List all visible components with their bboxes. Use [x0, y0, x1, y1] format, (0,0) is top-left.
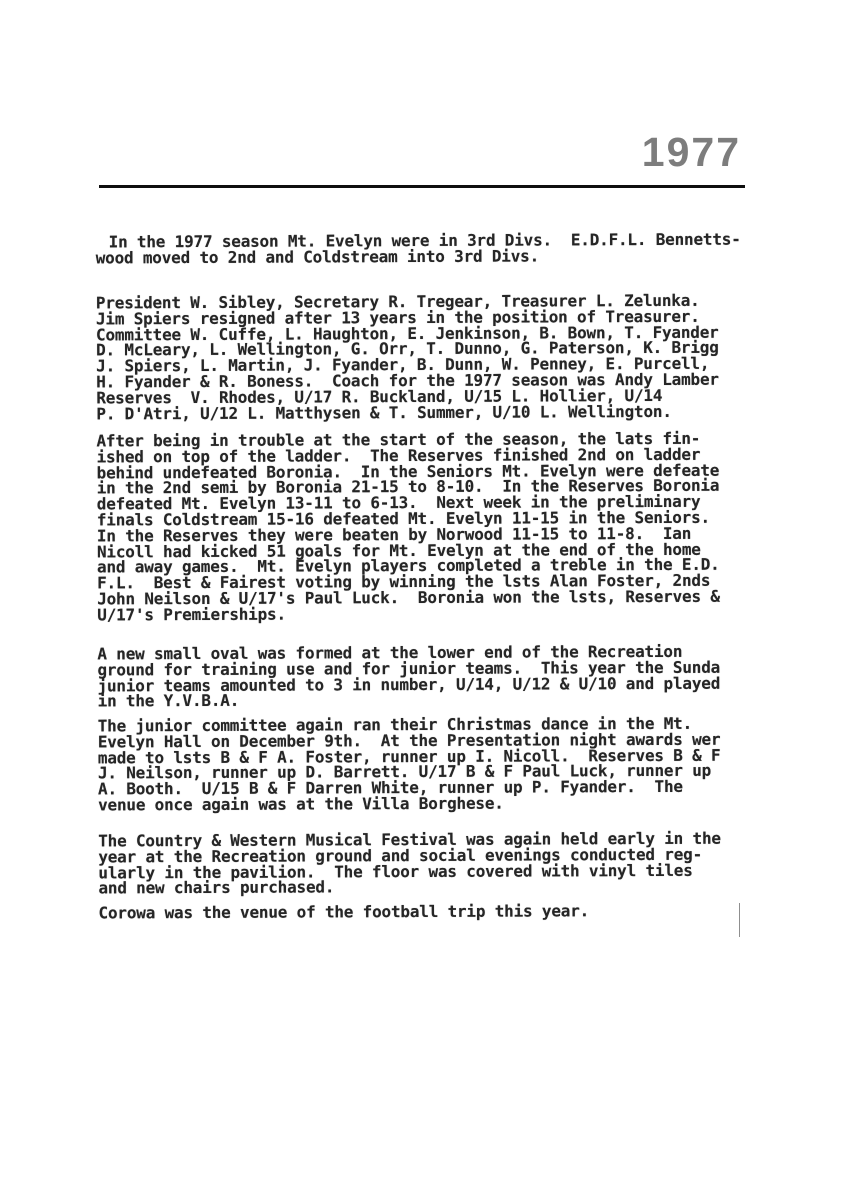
paragraph-season-intro: In the 1977 season Mt. Evelyn were in 3rd Divs. E.D.F.L. Bennetts- wood moved to 2nd and Coldstream into 3rd Divs.	[95, 229, 741, 268]
paragraph-junior-committee: The junior committee again ran their Christmas dance in the Mt. Evelyn Hall on December 9th. At the Presentation night awards wer made to lsts B & F A. Foster, runner up I. Nicoll. Reserves B & F J. Neilson, runner up D. Barrett. U/17 B & F Paul Luck, runner up A. Booth. U/15 B & F Darren White, runner up P. Fyander. The venue once again was at the Villa Borghese.	[97, 713, 721, 815]
paragraph-football-trip: Corowa was the venue of the football trip this year.	[98, 901, 590, 923]
paragraph-festival: The Country & Western Musical Festival was again held early in the year at the Recreation ground and social evenings conducted reg- ularly in the pavilion. The floor was covered with vinyl tiles and new chairs purchased.	[98, 828, 721, 898]
paragraph-season-results: After being in trouble at the start of the season, the lats fin- ished on top of the ladder. The Reserves finished 2nd on ladder behind undefeated Boronia. In the Seniors Mt. Evelyn were defeate in the 2nd semi by Boronia 21-15 to 8-10. In the Reserves Boronia defeated Mt. Evelyn 13-11 to 6-13. Next week in the preliminary finals Coldstream 15-16 defeated Mt. Evelyn 11-15 in the Seniors. In the Reserves they were beaten by Norwood 11-15 to 11-8. Ian Nicoll had kicked 51 goals for Mt. Evelyn at the end of the home and away games. Mt. Evelyn players completed a treble in the E.D. F.L. Best & Fairest voting by winning the lsts Alan Foster, 2nds John Neilson & U/17's Paul Luck. Boronia won the lsts, Reserves & U/17's Premierships.	[96, 428, 720, 625]
year-heading: 1977	[641, 129, 741, 175]
paragraph-new-oval: A new small oval was formed at the lower end of the Recreation ground for training use and for junior teams. This year the Sunda junior teams amounted to 3 in number, U/14, U/12 & U/10 and played in the Y.V.B.A.	[97, 641, 721, 711]
paragraph-office-bearers: President W. Sibley, Secretary R. Tregear, Treasurer L. Zelunka. Jim Spiers resigned after 13 years in the position of Treasurer. Committee W. Cuffe, L. Haughton, E. Jenkinson, B. Bown, T. Fyander D. McLeary, L. Wellington, G. Orr, T. Dunno, G. Paterson, K. Brigg J. Spiers, L. Martin, J. Fyander, B. Dunn, W. Penney, E. Purcell, H. Fyander & R. Boness. Coach for the 1977 season was Andy Lamber Reserves V. Rhodes, U/17 R. Buckland, U/15 L. Hollier, U/14 P. D'Atri, U/12 L. Matthysen & T. Summer, U/10 L. Wellington.	[95, 290, 719, 423]
scan-artifact-line	[739, 903, 740, 937]
